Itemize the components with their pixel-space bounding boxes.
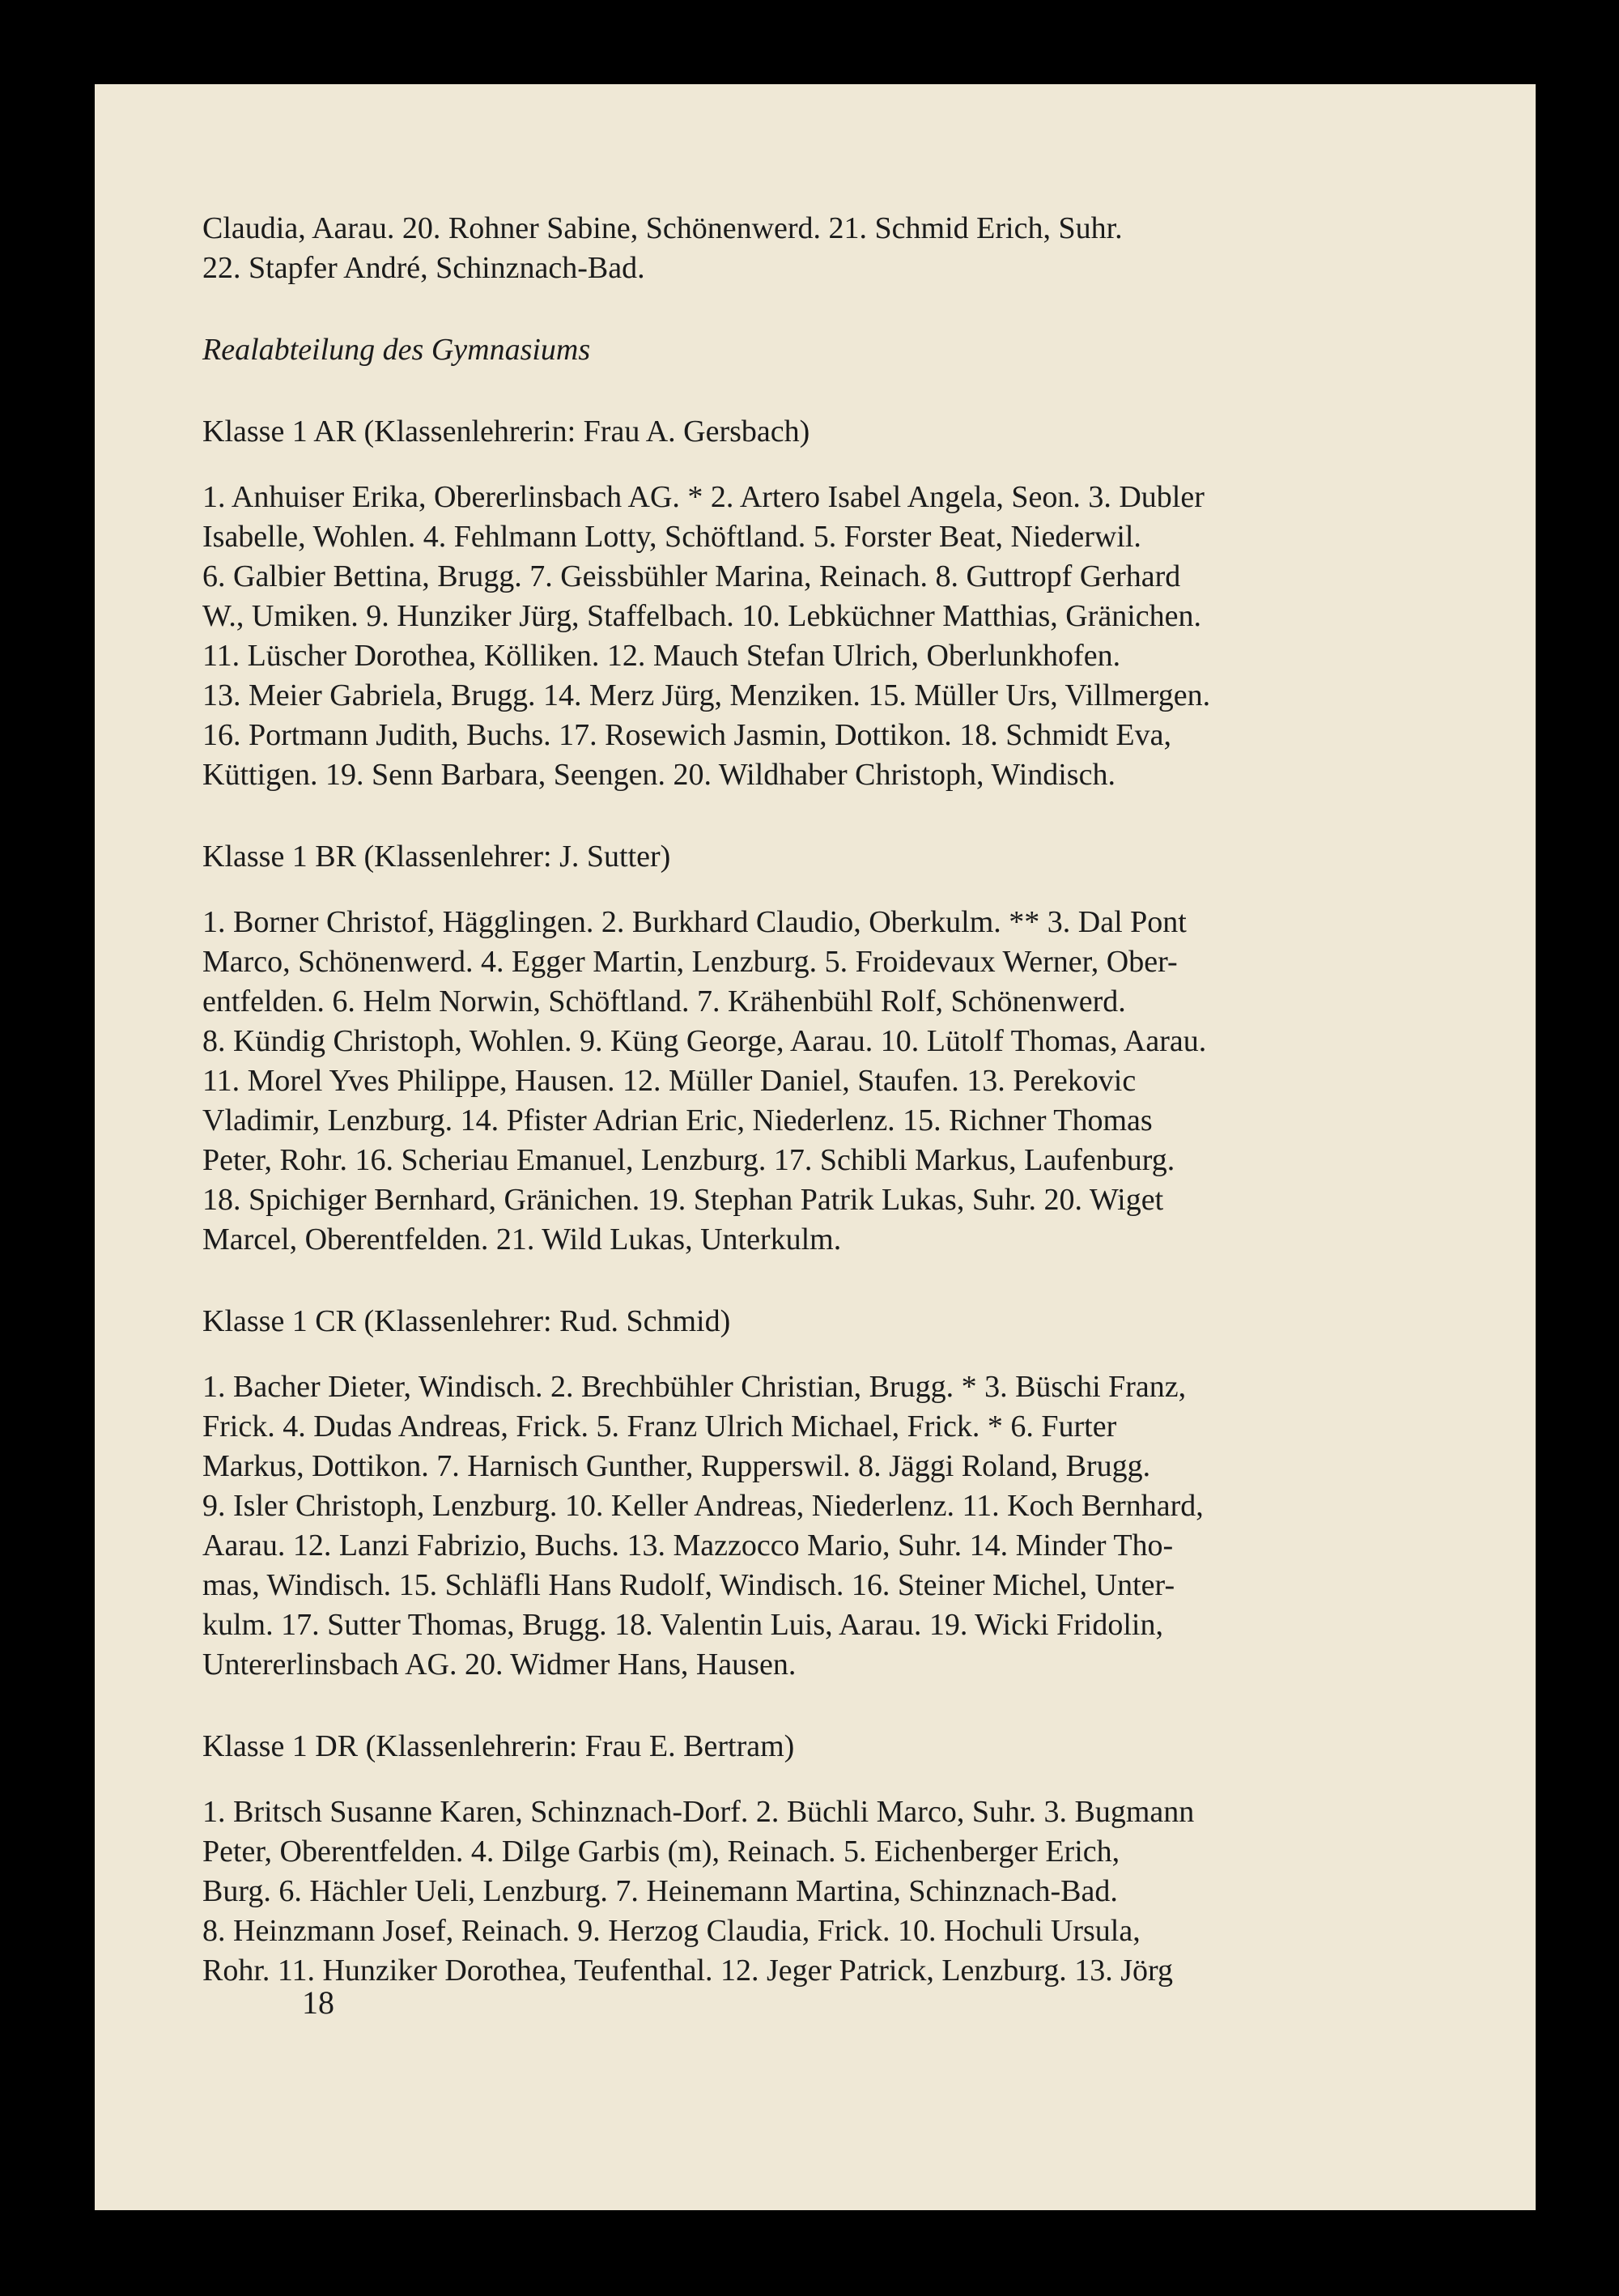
text-line: 1. Borner Christof, Hägglingen. 2. Burkhard Claudio, Oberkulm. ** 3. Dal Pont <box>202 905 1187 939</box>
text-line: 11. Lüscher Dorothea, Kölliken. 12. Mauch Stefan Ulrich, Oberlunkhofen. <box>202 639 1121 673</box>
text-line: Markus, Dottikon. 7. Harnisch Gunther, Rupperswil. 8. Jäggi Roland, Brugg. <box>202 1449 1151 1483</box>
text-line: 1. Anhuiser Erika, Obererlinsbach AG. * 2. Artero Isabel Angela, Seon. 3. Dubler <box>202 480 1205 514</box>
text-line: Aarau. 12. Lanzi Fabrizio, Buchs. 13. Mazzocco Mario, Suhr. 14. Minder Tho- <box>202 1529 1174 1563</box>
text-line: Peter, Rohr. 16. Scheriau Emanuel, Lenzburg. 17. Schibli Markus, Laufenburg. <box>202 1143 1175 1177</box>
text-line: Rohr. 11. Hunziker Dorothea, Teufenthal. 12. Jeger Patrick, Lenzburg. 13. Jörg <box>202 1954 1173 1988</box>
text-line: Frick. 4. Dudas Andreas, Frick. 5. Franz Ulrich Michael, Frick. * 6. Furter <box>202 1409 1117 1444</box>
text-line: 11. Morel Yves Philippe, Hausen. 12. Müller Daniel, Staufen. 13. Perekovic <box>202 1064 1137 1098</box>
text-line: 8. Heinzmann Josef, Reinach. 9. Herzog Claudia, Frick. 10. Hochuli Ursula, <box>202 1914 1141 1948</box>
text-line: entfelden. 6. Helm Norwin, Schöftland. 7. Krähenbühl Rolf, Schönenwerd. <box>202 984 1126 1018</box>
text-line: 18. Spichiger Bernhard, Gränichen. 19. Stephan Patrik Lukas, Suhr. 20. Wiget <box>202 1183 1164 1217</box>
text-line: Isabelle, Wohlen. 4. Fehlmann Lotty, Schöftland. 5. Forster Beat, Niederwil. <box>202 520 1141 554</box>
page-number: 18 <box>302 1984 334 2021</box>
text-line: Untererlinsbach AG. 20. Widmer Hans, Hausen. <box>202 1648 797 1682</box>
class-heading: Klasse 1 DR (Klassenlehrerin: Frau E. Bertram) <box>202 1729 795 1763</box>
text-line: Marcel, Oberentfelden. 21. Wild Lukas, Unterkulm. <box>202 1222 842 1256</box>
text-line: 13. Meier Gabriela, Brugg. 14. Merz Jürg, Menziken. 15. Müller Urs, Villmergen. <box>202 678 1211 712</box>
text-line: Burg. 6. Hächler Ueli, Lenzburg. 7. Heinemann Martina, Schinznach-Bad. <box>202 1874 1118 1908</box>
text-line: Claudia, Aarau. 20. Rohner Sabine, Schönenwerd. 21. Schmid Erich, Suhr. <box>202 211 1123 245</box>
text-line: 1. Bacher Dieter, Windisch. 2. Brechbühler Christian, Brugg. * 3. Büschi Franz, <box>202 1370 1187 1404</box>
page-text <box>202 209 1481 1991</box>
text-line: Marco, Schönenwerd. 4. Egger Martin, Lenzburg. 5. Froidevaux Werner, Ober- <box>202 945 1178 979</box>
class-heading: Klasse 1 AR (Klassenlehrerin: Frau A. Gersbach) <box>202 415 810 449</box>
text-line: Vladimir, Lenzburg. 14. Pfister Adrian Eric, Niederlenz. 15. Richner Thomas <box>202 1103 1153 1137</box>
text-line: 9. Isler Christoph, Lenzburg. 10. Keller Andreas, Niederlenz. 11. Koch Bernhard, <box>202 1489 1204 1523</box>
class-heading: Klasse 1 CR (Klassenlehrer: Rud. Schmid) <box>202 1304 731 1338</box>
section-heading: Realabteilung des Gymnasiums <box>202 333 591 367</box>
text-line: 1. Britsch Susanne Karen, Schinznach-Dorf. 2. Büchli Marco, Suhr. 3. Bugmann <box>202 1795 1195 1829</box>
text-line: Peter, Oberentfelden. 4. Dilge Garbis (m), Reinach. 5. Eichenberger Erich, <box>202 1835 1120 1869</box>
text-line: Küttigen. 19. Senn Barbara, Seengen. 20. Wildhaber Christoph, Windisch. <box>202 758 1115 792</box>
class-heading: Klasse 1 BR (Klassenlehrer: J. Sutter) <box>202 840 671 874</box>
text-line: 22. Stapfer André, Schinznach-Bad. <box>202 251 645 285</box>
text-line: 6. Galbier Bettina, Brugg. 7. Geissbühler Marina, Reinach. 8. Guttropf Gerhard <box>202 559 1181 593</box>
text-line: W., Umiken. 9. Hunziker Jürg, Staffelbach. 10. Lebküchner Matthias, Gränichen. <box>202 599 1201 633</box>
text-line: kulm. 17. Sutter Thomas, Brugg. 18. Valentin Luis, Aarau. 19. Wicki Fridolin, <box>202 1608 1163 1642</box>
text-line: 8. Kündig Christoph, Wohlen. 9. Küng George, Aarau. 10. Lütolf Thomas, Aarau. <box>202 1024 1207 1058</box>
text-line: mas, Windisch. 15. Schläfli Hans Rudolf, Windisch. 16. Steiner Michel, Unter- <box>202 1568 1175 1602</box>
text-line: 16. Portmann Judith, Buchs. 17. Rosewich Jasmin, Dottikon. 18. Schmidt Eva, <box>202 718 1171 752</box>
